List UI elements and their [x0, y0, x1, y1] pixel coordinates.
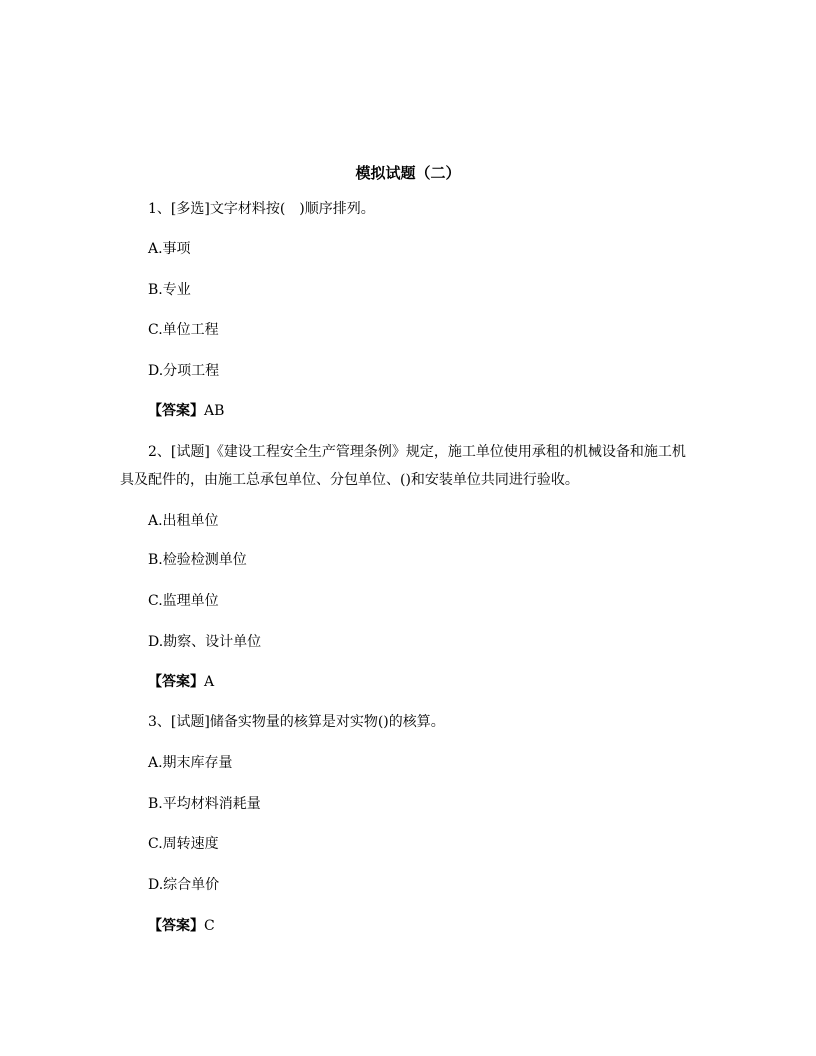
question-3-option-d: D.综合单价 [148, 877, 220, 893]
question-2-answer [148, 672, 214, 692]
answer-value: AB [204, 403, 225, 419]
answer-label: 【答案】 [148, 674, 204, 690]
question-2-option-b: B.检验检测单位 [148, 552, 247, 568]
question-1-stem: 1、[多选]文字材料按( )顺序排列。 [148, 201, 375, 217]
page-title: 模拟试题（二） [355, 164, 461, 182]
question-3-stem: 3、[试题]储备实物量的核算是对实物()的核算。 [148, 714, 445, 730]
question-1-option-b: B.专业 [148, 282, 191, 298]
answer-value: A [204, 674, 215, 690]
question-1-answer [148, 401, 224, 421]
question-2-stem-line-1: 2、[试题]《建设工程安全生产管理条例》规定，施工单位使用承租的机械设备和施工机 [148, 444, 686, 460]
question-3-option-c: C.周转速度 [148, 836, 219, 852]
question-3-option-a: A.期末库存量 [148, 755, 233, 771]
question-1-option-d: D.分项工程 [148, 363, 220, 379]
question-1-option-a: A.事项 [148, 241, 191, 257]
answer-label: 【答案】 [148, 918, 204, 934]
question-3-answer [148, 916, 215, 936]
answer-value: C [204, 918, 215, 934]
question-2-option-d: D.勘察、设计单位 [148, 634, 262, 650]
question-2-option-c: C.监理单位 [148, 593, 219, 609]
question-2-option-a: A.出租单位 [148, 513, 219, 529]
question-1-option-c: C.单位工程 [148, 322, 219, 338]
answer-label: 【答案】 [148, 403, 204, 419]
question-2-stem-line-2: 具及配件的，由施工总承包单位、分包单位、()和安装单位共同进行验收。 [120, 472, 579, 488]
question-3-option-b: B.平均材料消耗量 [148, 796, 261, 812]
